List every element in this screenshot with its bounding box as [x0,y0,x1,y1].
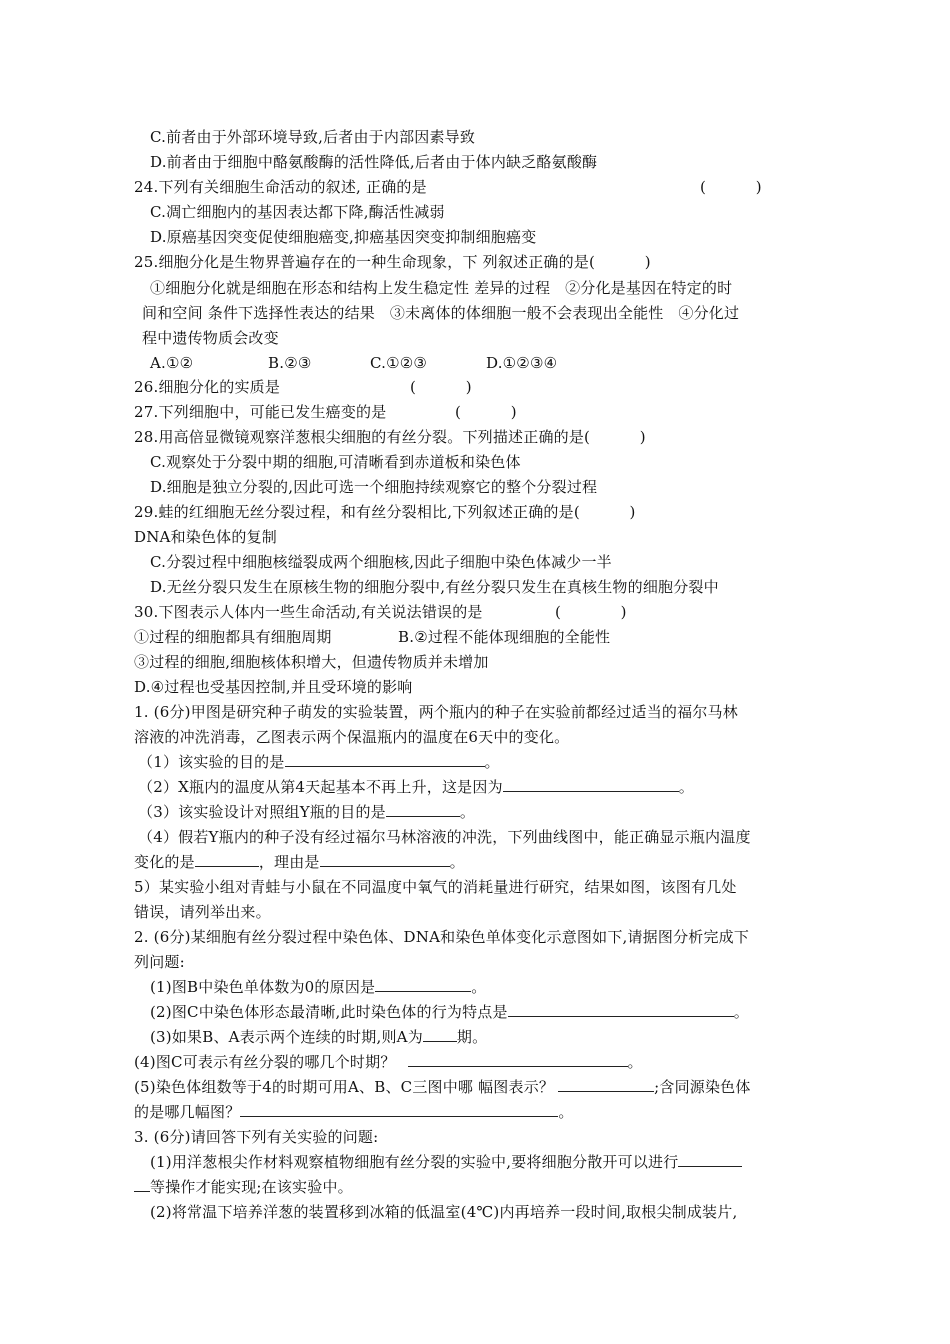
essay-2-q1 [150,977,486,997]
essay-2-q5-blank-b[interactable] [240,1102,558,1117]
q29-option-c: C.分裂过程中细胞核缢裂成两个细胞核,因此子细胞中染色体减少一半 [150,553,612,571]
essay-2-q1-blank[interactable] [375,977,471,992]
q30-option-d: D.④过程也受基因控制,并且受环境的影响 [134,678,413,696]
essay-2-q3-suffix: 期。 [456,1028,488,1046]
essay-2-q3-text: (3)如果B、A表示两个连续的时期,则A为 [150,1028,423,1046]
period: 。 [449,853,465,871]
essay-2-q1-text: (1)图B中染色单体数为0的原因是 [150,978,376,996]
essay-1-q5-line-2: 错误，请列举出来。 [134,903,271,921]
q30-stem: 30.下图表示人体内一些生命活动,有关说法错误的是 [134,603,483,621]
q25-option-a: A.①② [150,354,194,372]
essay-2-intro-line-1: 2. (6分)某细胞有丝分裂过程中染色体、DNA和染色单体变化示意图如下,请据图分析完成下 [134,928,750,946]
essay-3-q1-text-b: 等操作才能实现;在该实验中。 [150,1178,353,1196]
q28-option-d: D.细胞是独立分裂的,因此可选一个细胞持续观察它的整个分裂过程 [150,478,598,496]
q25-option-c: C.①②③ [370,354,428,372]
essay-1-q4-line-2 [134,852,465,872]
essay-1-q1 [138,752,500,772]
q28-stem: 28.用高倍显微镜观察洋葱根尖细胞的有丝分裂。下列描述正确的是( ) [134,428,646,446]
q25-statement-line-2: 间和空间 条件下选择性表达的结果 ③未离体的体细胞一般不会表现出全能性 ④分化过 [142,304,740,322]
q24-option-d: D.原癌基因突变促使细胞癌变,抑癌基因突变抑制细胞癌变 [150,228,537,246]
period: 。 [627,1053,643,1071]
essay-2-q5-text-b: 的是哪几幅图？ [134,1103,241,1121]
essay-1-q2 [138,777,694,797]
essay-1-q3 [138,802,475,822]
essay-1-q3-text: （3）该实验设计对照组Y瓶的目的是 [138,803,386,821]
q25-option-b: B.②③ [268,354,312,372]
q24-stem: 24.下列有关细胞生命活动的叙述, 正确的是 [134,178,427,196]
essay-3-q1-blank-b[interactable] [134,1177,150,1192]
essay-2-intro-line-2: 列问题: [134,953,185,971]
period: 。 [558,1103,574,1121]
essay-2-q3 [150,1027,487,1047]
essay-1-q2-text: （2）X瓶内的温度从第4天起基本不再上升，这是因为 [138,778,503,796]
essay-1-intro-line-2: 溶液的冲洗消毒，乙图表示两个保温瓶内的温度在6天中的变化。 [134,728,570,746]
q25-option-d: D.①②③④ [486,354,558,372]
q26-answer-paren: ( ) [410,378,472,396]
essay-2-q5-line-2 [134,1102,574,1122]
q26-stem: 26.细胞分化的实质是 [134,378,281,396]
essay-1-q1-blank[interactable] [285,752,485,767]
essay-2-q5-line-1 [134,1077,751,1097]
essay-1-q1-text: （1）该实验的目的是 [138,753,285,771]
essay-1-intro-line-1: 1. (6分)甲图是研究种子萌发的实验装置，两个瓶内的种子在实验前都经过适当的福尔马林 [134,703,738,721]
essay-1-q2-blank[interactable] [503,777,679,792]
essay-3-intro: 3. (6分)请回答下列有关实验的问题: [134,1128,379,1146]
q25-statement-line-1: ①细胞分化就是细胞在形态和结构上发生稳定性 差异的过程 ②分化是基因在特定的时 [150,279,733,297]
essay-1-q4-blank-a[interactable] [195,852,259,867]
q25-statement-line-3: 程中遗传物质会改变 [142,329,279,347]
q24-answer-paren: ( ) [700,178,762,196]
q30-answer-paren: ( ) [555,603,627,621]
essay-2-q5-suffix: ;含同源染色体 [654,1078,751,1096]
essay-2-q5-blank-a[interactable] [558,1077,654,1092]
essay-2-q5-text: (5)染色体组数等于4的时期可用A、B、C三图中哪 幅图表示？ [134,1078,555,1096]
essay-1-q4-line-1: （4）假若Y瓶内的种子没有经过福尔马林溶液的冲洗，下列曲线图中，能正确显示瓶内温度 [138,828,751,846]
essay-2-q2-text: (2)图C中染色体形态最清晰,此时染色体的行为特点是 [150,1003,508,1021]
q27-answer-paren: ( ) [455,403,517,421]
essay-1-q4-middle: ，理由是 [258,853,320,871]
essay-1-q3-blank[interactable] [386,802,460,817]
q29-option-d: D.无丝分裂只发生在原核生物的细胞分裂中,有丝分裂只发生在真核生物的细胞分裂中 [150,578,719,596]
period: 。 [471,978,487,996]
q29-stem: 29.蛙的红细胞无丝分裂过程，和有丝分裂相比,下列叙述正确的是( ) [134,503,636,521]
q25-stem: 25.细胞分化是生物界普遍存在的一种生命现象，下 列叙述正确的是( ) [134,253,651,271]
essay-2-q2 [150,1002,749,1022]
essay-1-q4-blank-b[interactable] [320,852,450,867]
essay-3-q1-line-1 [150,1152,742,1172]
essay-2-q4 [134,1052,643,1072]
period: 。 [678,778,694,796]
q30-option-a: ①过程的细胞都具有细胞周期 [134,628,332,646]
q27-stem: 27.下列细胞中，可能已发生癌变的是 [134,403,387,421]
essay-3-q1-blank-a[interactable] [678,1152,742,1167]
period: 。 [484,753,500,771]
essay-3-q2: (2)将常温下培养洋葱的装置移到冰箱的低温室(4℃)内再培养一段时间,取根尖制成装片, [150,1203,738,1221]
q24-option-c: C.凋亡细胞内的基因表达都下降,酶活性减弱 [150,203,445,221]
period: 。 [733,1003,749,1021]
q23-option-d: D.前者由于细胞中酪氨酸酶的活性降低,后者由于体内缺乏酪氨酸酶 [150,153,598,171]
essay-3-q1-line-2 [134,1177,353,1197]
essay-3-q1-text: (1)用洋葱根尖作材料观察植物细胞有丝分裂的实验中,要将细胞分散开可以进行 [150,1153,679,1171]
q23-option-c: C.前者由于外部环境导致,后者由于内部因素导致 [150,128,476,146]
q29-fragment: DNA和染色体的复制 [134,528,277,546]
q30-option-b: B.②过程不能体现细胞的全能性 [398,628,611,646]
essay-2-q2-blank[interactable] [508,1002,734,1017]
essay-2-q4-blank[interactable] [408,1052,628,1067]
q30-option-c: ③过程的细胞,细胞核体积增大，但遗传物质并未增加 [134,653,489,671]
essay-2-q3-blank[interactable] [423,1027,457,1042]
period: 。 [459,803,476,821]
essay-2-q4-text: (4)图C可表示有丝分裂的哪几个时期？ [134,1053,396,1071]
essay-1-q4-prefix: 变化的是 [134,853,195,871]
essay-1-q5-line-1: 5）某实验小组对青蛙与小鼠在不同温度中氧气的消耗量进行研究，结果如图，该图有几处 [134,878,737,896]
q28-option-c: C.观察处于分裂中期的细胞,可清晰看到赤道板和染色体 [150,453,521,471]
